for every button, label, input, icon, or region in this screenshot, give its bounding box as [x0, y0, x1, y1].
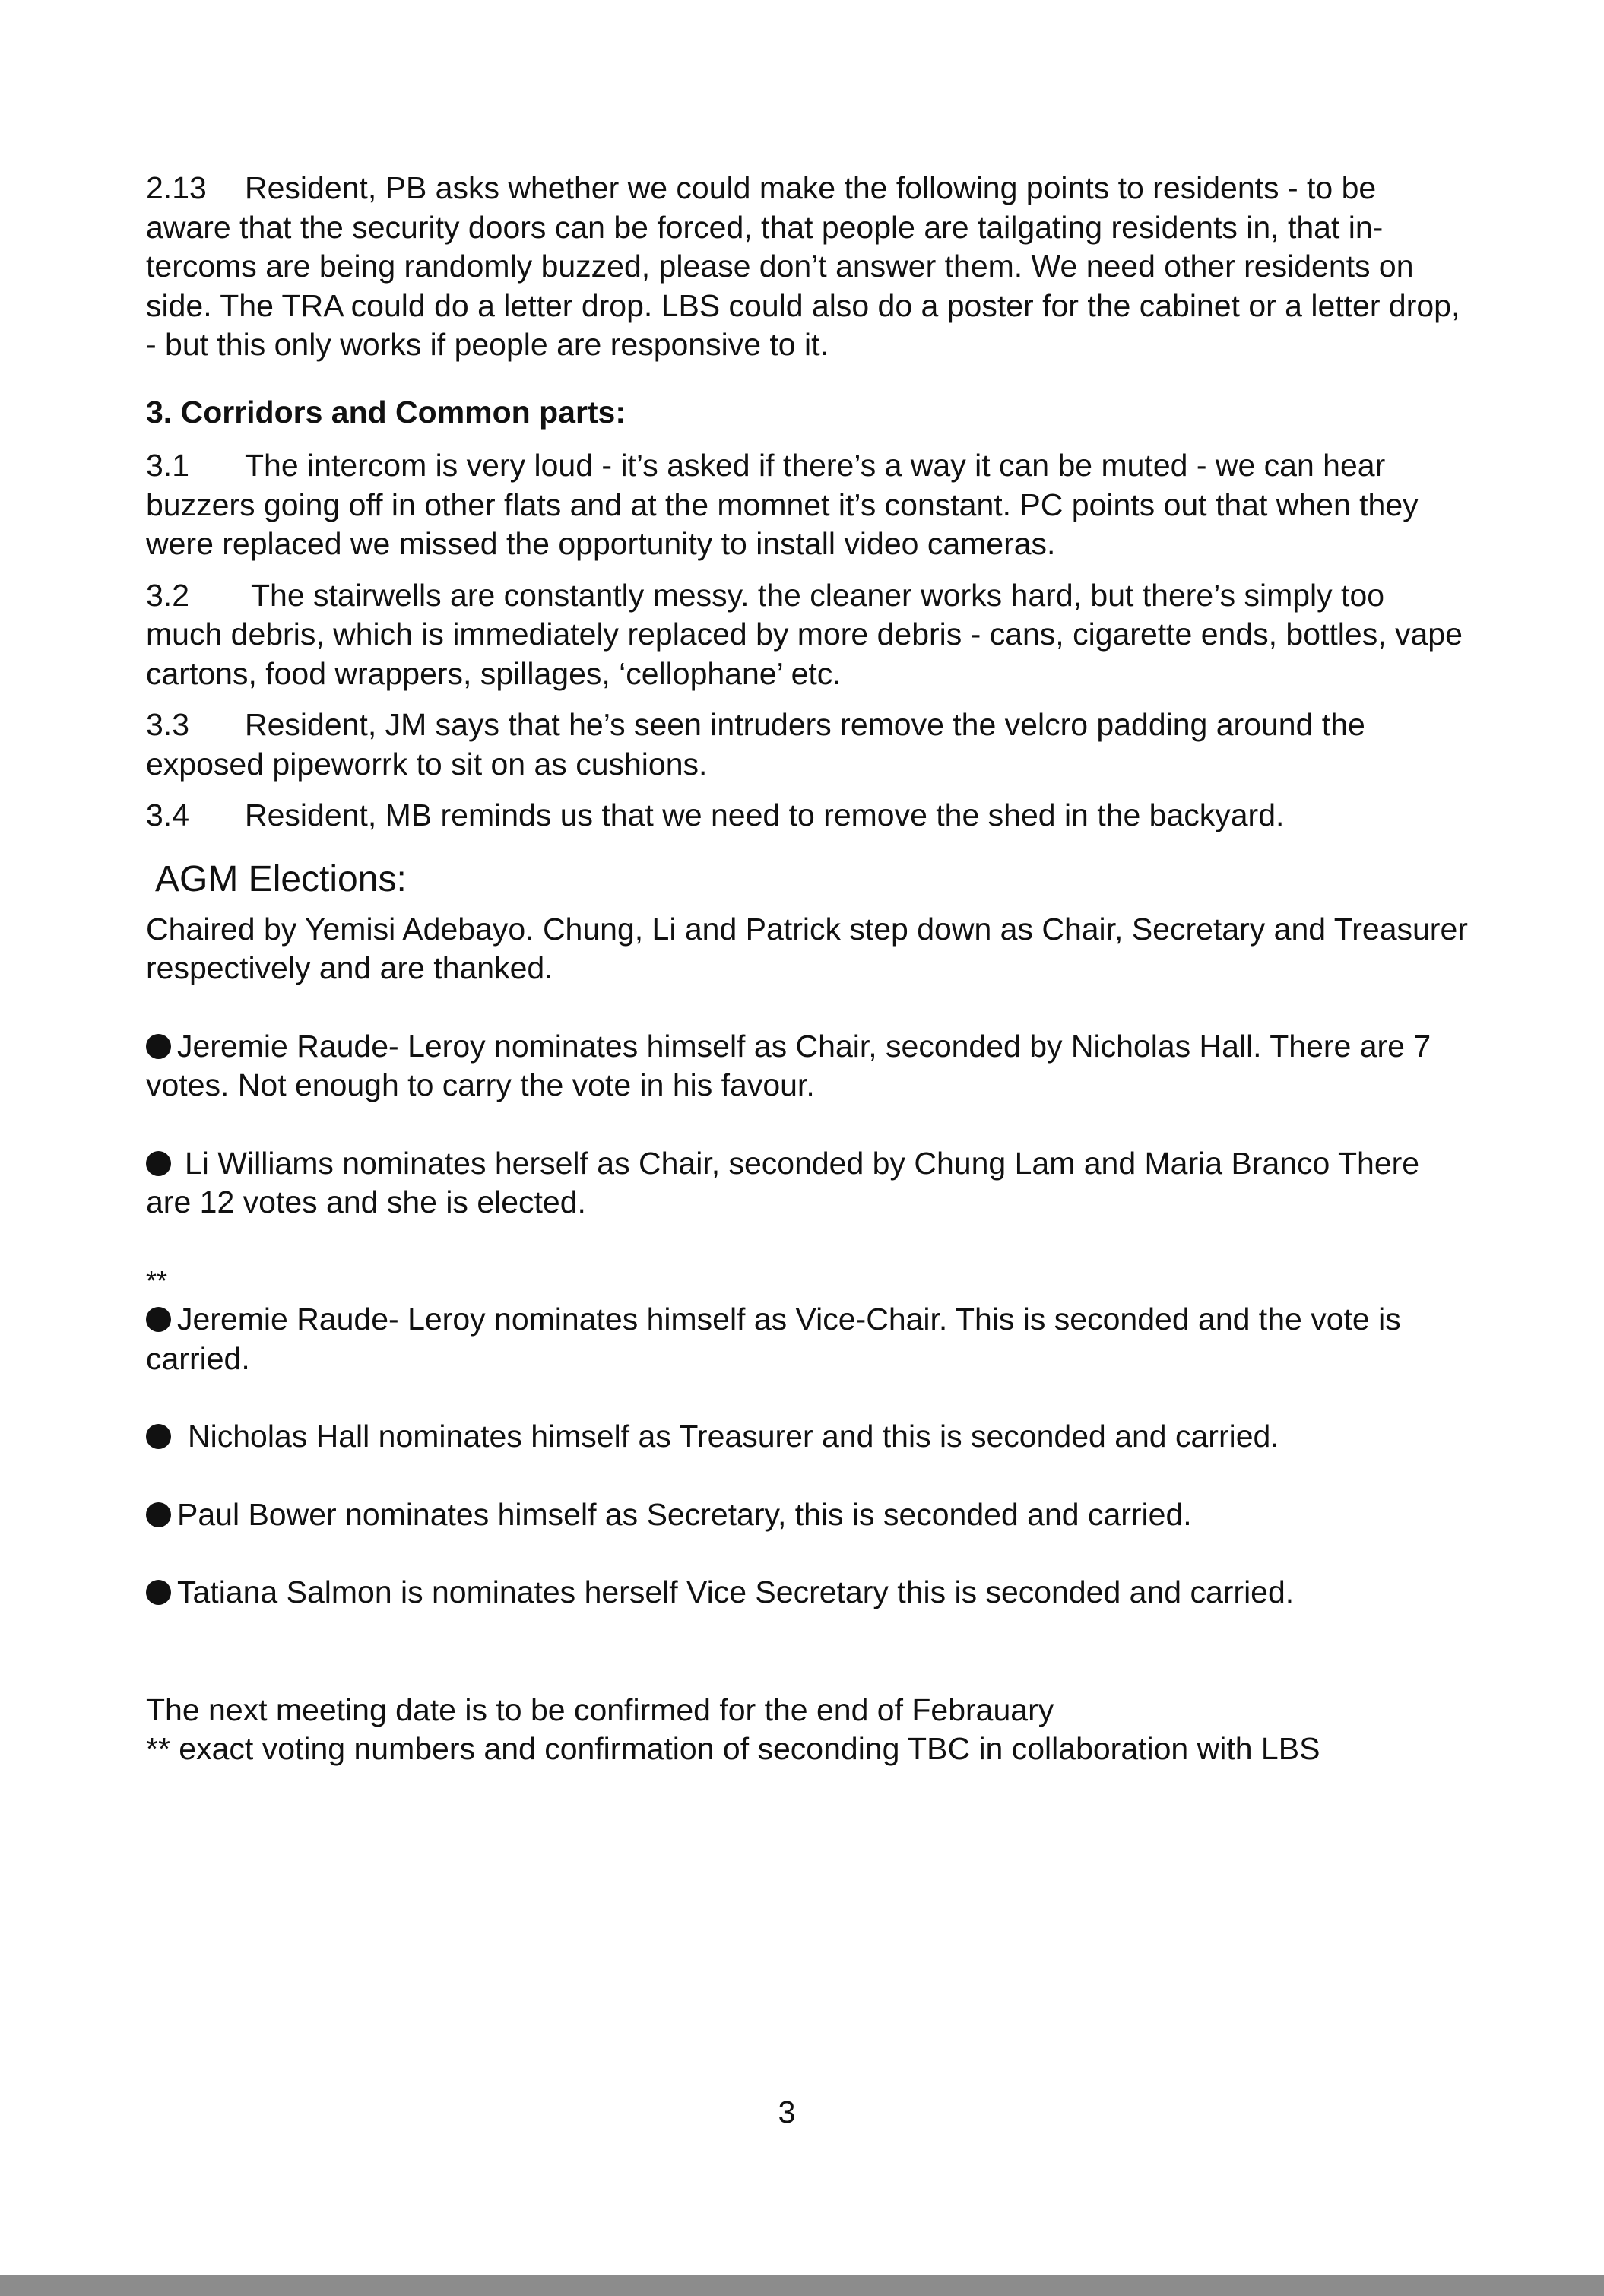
item-number: 3.1 — [146, 448, 189, 483]
item-text: Resident, MB reminds us that we need to remove the shed in the backyard. — [245, 798, 1285, 832]
next-meeting-note: The next meeting date is to be confirmed for the end of Febrauary — [146, 1692, 1054, 1727]
bullet-icon — [146, 1424, 171, 1449]
bullet-text: Jeremie Raude- Leroy nominates himself as Chair, seconded by Nicholas Hall. There are 7 votes. Not enough to carry the vote in his favour. — [146, 1028, 1431, 1102]
agm-bullet-1 — [146, 1027, 1469, 1105]
voting-footnote: ** exact voting numbers and confirmation of seconding TBC in collaboration with LBS — [146, 1731, 1320, 1766]
item-number: 3.3 — [146, 707, 189, 742]
item-text: Resident, PB asks whether we could make the following points to residents - to be aware that the security doors can be forced, that people are tailgating residents in, that in-tercoms are being randomly buzzed, please don’t answer them. We need other residents on side. The TRA could do a letter drop. LBS could also do a poster for the cabinet or a letter drop, - but this only works if people are responsive to it. — [146, 170, 1460, 362]
page-content — [146, 169, 1469, 1769]
item-3-3 — [146, 706, 1469, 784]
bullet-text: Paul Bower nominates himself as Secretary, this is seconded and carried. — [177, 1496, 1192, 1532]
agm-bullet-6 — [146, 1573, 1469, 1613]
agm-elections-heading: AGM Elections: — [155, 858, 407, 899]
page-number: 3 — [778, 2095, 796, 2130]
agm-bullet-2 — [146, 1144, 1469, 1223]
item-3-2 — [146, 576, 1469, 694]
bullet-text: Jeremie Raude- Leroy nominates himself as Vice-Chair. This is seconded and the vote is carried. — [146, 1302, 1401, 1376]
item-text: The intercom is very loud - it’s asked if there’s a way it can be muted - we can hear buzzers going off in other flats and at the momnet it’s constant. PC points out that when they were replaced we missed the opportunity to install video cameras. — [146, 448, 1419, 561]
agm-bullet-5 — [146, 1495, 1469, 1535]
agm-bullet-3 — [146, 1300, 1469, 1378]
bullet-icon — [146, 1034, 171, 1059]
item-number: 3.4 — [146, 798, 189, 832]
item-number: 3.2 — [146, 577, 189, 613]
section-heading-corridors: 3. Corridors and Common parts: — [146, 394, 626, 430]
item-text: Resident, JM says that he’s seen intruders remove the velcro padding around the exposed pipeworrk to sit on as cushions. — [146, 707, 1365, 782]
item-3-4 — [146, 796, 1469, 836]
item-2-13 — [146, 169, 1469, 365]
asterisks-marker: ** — [146, 1264, 168, 1296]
item-text: The stairwells are constantly messy. the cleaner works hard, but there’s simply too much debris, which is immediately replaced by more debris - cans, cigarette ends, bottles, vape cartons, food wrappers, spillages, ‘cellophane’ etc. — [146, 577, 1463, 691]
window-bottom-bar — [0, 2275, 1604, 2296]
bullet-icon — [146, 1502, 171, 1527]
bullet-text: Nicholas Hall nominates himself as Treasurer and this is seconded and carried. — [188, 1419, 1279, 1454]
item-3-1 — [146, 446, 1469, 564]
agm-bullet-4 — [146, 1417, 1469, 1457]
bullet-icon — [146, 1307, 171, 1332]
bullet-icon — [146, 1580, 171, 1605]
bullet-text: Tatiana Salmon is nominates herself Vice Secretary this is seconded and carried. — [177, 1575, 1295, 1609]
bullet-text: Li Williams nominates herself as Chair, seconded by Chung Lam and Maria Branco There are 12 votes and she is elected. — [146, 1145, 1420, 1219]
agm-intro: Chaired by Yemisi Adebayo. Chung, Li and Patrick step down as Chair, Secretary and Treasurer respectively and are thanked. — [146, 911, 1468, 985]
item-number: 2.13 — [146, 170, 207, 205]
bullet-icon — [146, 1151, 171, 1176]
